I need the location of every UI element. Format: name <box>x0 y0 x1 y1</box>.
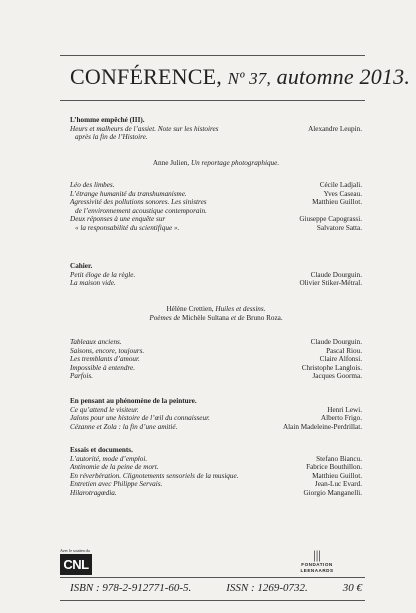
interlude-author: Hélène Crettien, <box>166 305 214 313</box>
entry-title: La maison vide. <box>70 279 116 288</box>
price: 30 € <box>342 582 362 594</box>
toc-entry <box>70 455 362 464</box>
toc-entry <box>70 372 362 381</box>
toc-entry <box>70 463 362 472</box>
interlude-text: Poèmes de <box>149 313 181 322</box>
page-title <box>70 64 411 90</box>
entry-title: L’autorité, mode d’emploi. <box>70 454 148 463</box>
entry-title: « la responsabilité du scientifique ». <box>75 223 180 232</box>
toc-entry <box>70 364 362 373</box>
entry-title: Cézanne et Zola : la fin d’une amitié. <box>70 422 178 431</box>
entry-title: Les tremblants d’amour. <box>70 355 140 364</box>
entry-author: Claude Dourguin. <box>310 270 362 279</box>
footer-rule <box>60 577 365 578</box>
entry-title: Léo des limbes. <box>70 181 115 189</box>
toc-entry <box>70 355 362 364</box>
entry-title: Entretien avec Philippe Servais. <box>70 480 163 489</box>
entry-title: Impossible à entendre. <box>70 363 136 372</box>
section-essais-documents <box>70 446 362 498</box>
section-heading: Cahier. <box>70 262 93 270</box>
entry-title: Hilarotragœdia. <box>70 488 117 497</box>
toc-entry <box>70 489 362 498</box>
footer <box>70 582 362 594</box>
entry-author: Claire Alfonsi. <box>319 355 362 364</box>
entry-author: Cécile Ladjali. <box>319 181 362 189</box>
entry-author: Christophe Langlois. <box>301 363 362 372</box>
toc-entry <box>70 271 362 280</box>
isbn: ISBN : 978-2-912771-60-5. <box>70 582 192 594</box>
entry-title: Antinomie de la peine de mort. <box>70 463 159 472</box>
entry-title: Agressivité des pollutions sonores. Les sinistres <box>70 198 207 207</box>
section-cahier <box>70 262 362 288</box>
toc-entry <box>70 338 362 347</box>
leenaards-logo <box>295 548 339 573</box>
entry-title: après la fin de l’Histoire. <box>75 133 148 142</box>
section-poems <box>70 338 362 381</box>
entry-title: L’étrange humanité du transhumanisme. <box>70 189 187 198</box>
toc-entry <box>70 133 362 142</box>
entry-author: Yves Caseau. <box>323 189 362 198</box>
interlude-text: et de <box>230 313 245 322</box>
leenaards-logo-mark: ||| <box>313 547 321 562</box>
bottom-rule <box>60 600 365 601</box>
toc-entry <box>70 181 362 190</box>
entry-title: Deux réponses à une enquête sur <box>70 215 166 224</box>
entry-author: Matthieu Guillot. <box>312 198 362 207</box>
leenaards-line1: FONDATION <box>301 562 333 567</box>
entry-author: Pascal Riou. <box>326 346 362 355</box>
interlude-line <box>70 314 362 323</box>
entry-author: Matthieu Guillot. <box>312 471 362 480</box>
entry-title: de l’environnement acoustique contemporain. <box>75 206 207 215</box>
entry-author: Henri Lewi. <box>327 405 362 414</box>
entry-author: Jean-Luc Evard. <box>314 480 362 489</box>
cnl-caption: Avec le soutien du <box>60 548 90 553</box>
entry-title: Jalons pour une histoire de l’œil du connaisseur. <box>70 414 210 423</box>
section-peinture <box>70 397 362 431</box>
toc-entry <box>70 198 362 207</box>
section-essays <box>70 181 362 233</box>
interlude-title: Un reportage photographique. <box>190 159 280 167</box>
toc-entry <box>70 125 362 134</box>
toc-entry <box>70 224 362 233</box>
interlude-photo <box>70 159 362 168</box>
toc-entry <box>70 480 362 489</box>
entry-author: Giuseppe Capograssi. <box>299 215 362 224</box>
section-heading: En pensant au phénomène de la peinture. <box>70 397 197 405</box>
section-homme-empeche <box>70 116 362 142</box>
toc-entry <box>70 207 362 216</box>
interlude-line <box>70 305 362 314</box>
entry-title: Saisons, encore, toujours. <box>70 346 145 355</box>
journal-title: CONFÉRENCE, <box>70 64 222 89</box>
entry-author: Alexandre Leupin. <box>308 124 362 133</box>
toc-entry <box>70 472 362 481</box>
cnl-logo <box>60 548 100 575</box>
toc-entry <box>70 215 362 224</box>
entry-title: Heurs et malheurs de l’assiet. Note sur les histoires <box>70 124 219 133</box>
interlude-author: Michèle Sultana <box>182 313 229 322</box>
entry-title: En réverbération. Clignotements sensoriels de la musique. <box>70 471 239 480</box>
interlude-title: Huiles et dessins. <box>215 305 266 313</box>
entry-author: Olivier Stiker-Métral. <box>299 279 362 288</box>
toc-entry <box>70 190 362 199</box>
entry-author: Stefano Biancu. <box>316 454 362 463</box>
entry-title: Parfois. <box>70 372 93 381</box>
leenaards-line2: LEENAARDS <box>300 567 334 573</box>
entry-author: Claude Dourguin. <box>310 338 362 346</box>
cnl-logo-mark: CNL <box>60 554 92 575</box>
toc-entry <box>70 347 362 356</box>
entry-author: Salvatore Satta. <box>316 223 362 232</box>
entry-title: Ce qu’attend le visiteur. <box>70 405 139 414</box>
toc-entry <box>70 279 362 288</box>
issue-number: Nº 37, <box>227 69 271 88</box>
top-rule <box>60 55 365 56</box>
issue-season: automne 2013. <box>276 64 411 89</box>
interlude-author: Anne Julien, <box>152 159 190 167</box>
entry-author: Jacques Goorma. <box>312 372 362 381</box>
header-rule <box>60 100 365 101</box>
section-heading: L’homme empêché (III). <box>70 116 145 124</box>
toc-entry <box>70 406 362 415</box>
interlude-author: Bruno Roza. <box>246 313 283 322</box>
entry-author: Alain Madeleine-Perdrillat. <box>282 422 362 431</box>
toc-entry <box>70 423 362 432</box>
entry-author: Fabrice Bouthillon. <box>306 463 362 472</box>
toc-entry <box>70 414 362 423</box>
section-heading: Essais et documents. <box>70 446 133 454</box>
issn: ISSN : 1269-0732. <box>226 582 308 594</box>
interlude-art <box>70 305 362 322</box>
entry-title: Petit éloge de la règle. <box>70 270 136 279</box>
entry-author: Giorgio Manganelli. <box>303 488 362 497</box>
entry-title: Tableaux anciens. <box>70 338 122 346</box>
entry-author: Alberto Frigo. <box>320 414 362 423</box>
